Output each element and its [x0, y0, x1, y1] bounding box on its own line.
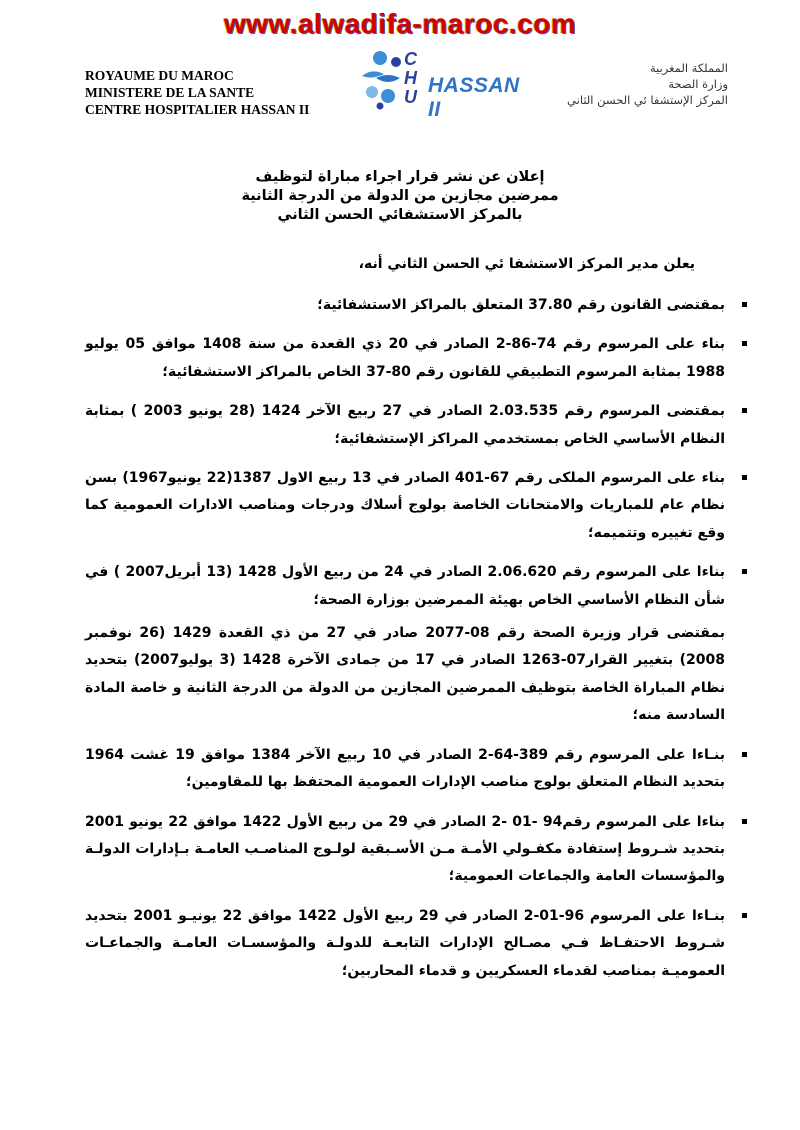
bullet-icon [742, 302, 747, 307]
header-ar-ministry: وزارة الصحة [668, 77, 728, 91]
header-fr-center: CENTRE HOSPITALIER HASSAN II [85, 102, 310, 117]
watermark-url: www.alwadifa-maroc.com [223, 8, 577, 39]
bullet-icon [742, 752, 747, 757]
list-item: بناءا على المرسوم رقم94 -01 -2 الصادر في 29 من ربيع الأول 1422 موافق 22 يونيو 2001 بتحديد شـروط إستفادة مكفـولي الأمـة مـن الأسـبقية لولـوج المناصـب العامـة بـإدارات الدولـة والمؤسسات العامة والجماعات العمومية؛ [85, 809, 725, 891]
list-item: بنـاءا على المرسوم 96-01-2 الصادر في 29 ربيع الأول 1422 موافق 22 يونيـو 2001 بتحديد شـروط الاحتفـاظ فـي مصـالح الإدارات التابعـة للدولـة والمؤسسـات العامـة والجماعـات العموميـة بمناصب لقدماء العسكريين و قدماء المحاربين؛ [85, 903, 725, 985]
list-item: بمقتضى المرسوم رقم 2.03.535 الصادر في 27 ربيع الآخر 1424 (28 يونيو 2003 ) بمثابة النظام الأساسي الخاص بمستخدمي المراكز الإستشفائية؛ [85, 398, 725, 453]
bullet-icon [742, 475, 747, 480]
announcement-title [0, 168, 800, 225]
header-arabic [567, 60, 728, 108]
logo-hassan-text: HASSAN II [428, 74, 520, 121]
logo-chu-letters: C H U [404, 49, 417, 107]
bullet-icon [742, 341, 747, 346]
bullet-icon [742, 913, 747, 918]
bullet-icon [742, 819, 747, 824]
list-item: بناء على المرسوم الملكى رقم 67-401 الصادر في 13 ربيع الاول 1387(22 يونيو1967) بسن نظام عام للمباريات والامتحانات الخاصة بولوج أسلاك ودرجات ومناصب الادارات العمومية كما وقع تغييره وتتميمه؛ [85, 465, 725, 547]
header-ar-center: المركز الإستشفا ئي الحسن الثاني [567, 93, 728, 107]
list-item: بناءا على المرسوم رقم 2.06.620 الصادر في 24 من ربيع الأول 1428 (13 أبريل2007 ) في شأن النظام الأساسي الخاص بهيئة الممرضين بوزارة الصحة؛ [85, 559, 725, 614]
header-fr-ministry: MINISTERE DE LA SANTE [85, 85, 255, 100]
header-french [85, 67, 309, 118]
bullet-icon [742, 408, 747, 413]
title-line-3: بالمركز الاستشفائي الحسن الثاني [277, 207, 523, 223]
intro-text: يعلن مدير المركز الاستشفا ئي الحسن الثاني أنه، [358, 256, 695, 272]
title-line-1: إعلان عن نشر قرار اجراء مباراة لتوظيف [255, 169, 545, 185]
bullet-icon [742, 569, 747, 574]
header-ar-kingdom: المملكة المغربية [649, 61, 728, 75]
chu-logo [358, 48, 533, 121]
list-item: بناء على المرسوم رقم 74-86-2 الصادر في 20 ذي القعدة من سنة 1408 موافق 05 يوليو 1988 بمثابة المرسوم التطبيقي للقانون رقم 80-37 الخاص بالمراكز الاستشفائية؛ [85, 331, 725, 386]
title-line-2: ممرضين مجازين من الدولة من الدرجة الثانية [241, 188, 559, 204]
list-item: بنـاءا على المرسوم رقم 389-64-2 الصادر في 10 ربيع الآخر 1384 موافق 19 غشت 1964 بتحديد النظام المتعلق بولوج مناصب الإدارات العمومية المحتفظ بها للمقاومين؛ [85, 742, 725, 797]
list-item: بمقتضى القانون رقم 37.80 المتعلق بالمراكز الاستشفائية؛ [85, 292, 725, 319]
list-item: بمقتضى قرار وزيرة الصحة رقم 08-2077 صادر في 27 من ذي القعدة 1429 (26 نوفمبر 2008) بتغيير القرار07-1263 الصادر في 17 من جمادى الآخرة 1428 (3 يوليو2007) بتحديد نظام المباراة الخاصة بتوظيف الممرضين المجازين من الدولة من الدرجة الثانية و خاصة المادة السادسة منه؛ [85, 625, 725, 724]
header-fr-kingdom: ROYAUME DU MAROC [85, 68, 234, 83]
legal-references [85, 292, 725, 997]
